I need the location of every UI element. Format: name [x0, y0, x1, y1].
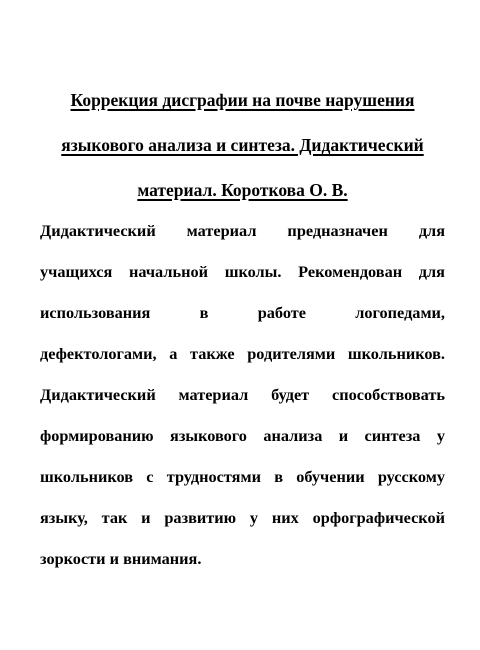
paragraph-line: школьников с трудностями в обучении русскому [40, 467, 445, 486]
title-line [40, 78, 445, 123]
paragraph-line: учащихся начальной школы. Рекомендован для [40, 262, 445, 281]
title-line [40, 123, 445, 168]
title-line-text: Коррекция дисграфии на почве нарушения [70, 90, 415, 110]
paragraph-line: использования в работе логопедами, [40, 303, 445, 322]
paragraph-line: Дидактический материал предназначен для [40, 221, 445, 240]
paragraph-line: языку, так и развитию у них орфографической [40, 508, 445, 527]
paragraph-line: дефектологами, а также родителями школьников. [40, 344, 445, 363]
title-line [40, 168, 445, 213]
paragraph-line: зоркости и внимания. [40, 549, 202, 568]
document-page [40, 78, 445, 579]
paragraph-line: Дидактический материал будет способствовать [40, 385, 445, 404]
document-title [40, 78, 445, 213]
title-line-text: материал. Короткова О. В. [137, 180, 348, 200]
description-paragraph [40, 210, 445, 579]
title-line-text: языкового анализа и синтеза. Дидактический [61, 135, 424, 155]
paragraph-line: формированию языкового анализа и синтеза у [40, 426, 445, 445]
